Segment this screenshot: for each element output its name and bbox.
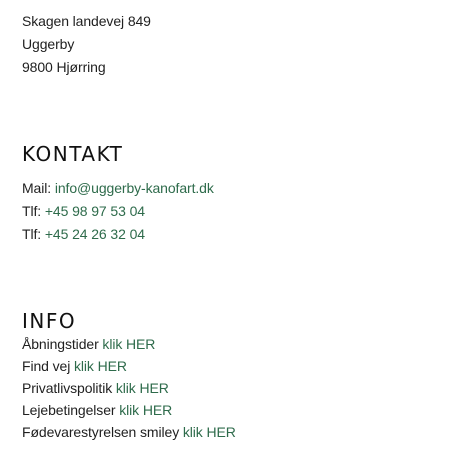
contact-mail-label: Mail: <box>22 180 55 196</box>
address-street: Skagen landevej 849 <box>22 13 151 29</box>
contact-phone1-label: Tlf: <box>22 203 45 219</box>
info-item-smiley <box>22 423 236 441</box>
info-item-label: Fødevarestyrelsen smiley <box>22 424 183 440</box>
contact-phone2-row <box>22 225 145 243</box>
info-smiley-link[interactable]: klik HER <box>182 424 236 440</box>
contact-mail-link[interactable]: info@uggerby-kanofart.dk <box>54 180 214 196</box>
info-item-directions <box>22 357 127 375</box>
info-item-label: Lejebetingelser <box>22 402 120 418</box>
info-item-opening-hours <box>22 335 155 353</box>
contact-phone1-link[interactable]: +45 98 97 53 04 <box>44 203 145 219</box>
info-item-privacy <box>22 379 169 397</box>
info-opening-hours-link[interactable]: klik HER <box>102 336 156 352</box>
info-item-rental-terms <box>22 401 172 419</box>
contact-mail-row <box>22 179 214 197</box>
info-directions-link[interactable]: klik HER <box>74 358 127 374</box>
contact-phone2-link[interactable]: +45 24 26 32 04 <box>44 226 145 242</box>
info-heading: INFO <box>22 309 77 333</box>
contact-phone2-label: Tlf: <box>22 226 45 242</box>
contact-phone1-row <box>22 202 145 220</box>
address-town: Uggerby <box>22 36 75 52</box>
address-postal: 9800 Hjørring <box>22 59 106 75</box>
info-rental-terms-link[interactable]: klik HER <box>119 402 173 418</box>
info-privacy-link[interactable]: klik HER <box>115 380 169 396</box>
contact-heading: KONTAKT <box>22 142 124 166</box>
info-item-label: Åbningstider <box>22 336 103 352</box>
info-item-label: Privatlivspolitik <box>22 380 116 396</box>
info-item-label: Find vej <box>22 358 75 374</box>
